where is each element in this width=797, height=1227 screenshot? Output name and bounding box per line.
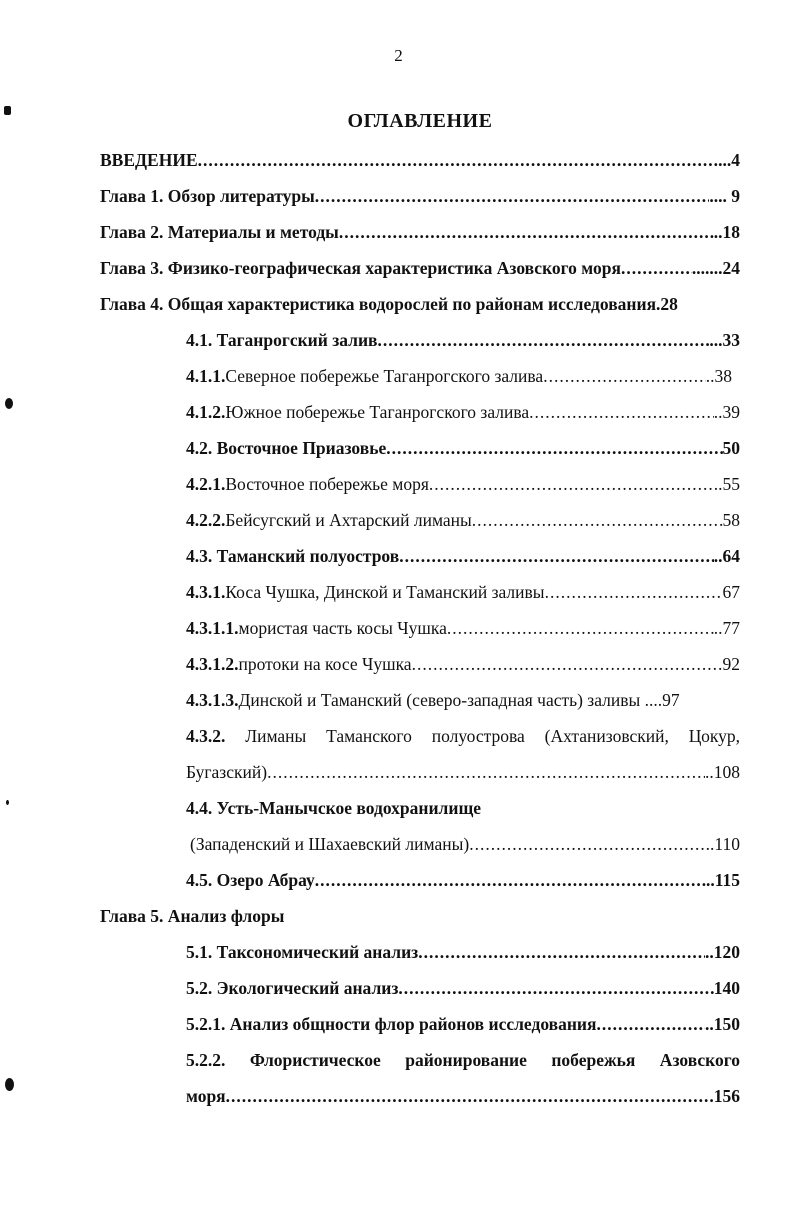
binding-hole-mark — [4, 106, 11, 115]
dot-leader — [429, 472, 714, 496]
dot-leader — [447, 616, 714, 640]
dot-leader — [315, 868, 706, 892]
toc-heading: ОГЛАВЛЕНИЕ — [347, 110, 493, 132]
toc-title-cont: Бугазский) — [186, 762, 268, 782]
toc-page: ..115 — [705, 870, 740, 890]
toc-entry-4-3-1 — [186, 580, 740, 604]
dot-leader — [621, 256, 692, 280]
toc-page: ..110 — [705, 834, 740, 854]
toc-label: 4.2. Восточное Приазовье — [186, 438, 387, 458]
toc-label: Глава 4. Общая характеристика водорослей по районам исследования — [100, 294, 657, 314]
toc-entry-4-4 — [186, 796, 740, 820]
toc-label: 4.4. Усть-Манычское водохранилище — [186, 798, 482, 818]
toc-title: Восточное побережье моря — [225, 474, 429, 494]
dot-leader — [398, 976, 713, 1000]
toc-number: 4.3.1.1. — [186, 618, 239, 638]
toc-title-cont: (Западенский и Шахаевский лиманы) — [190, 834, 470, 854]
toc-entry-4-1-2 — [186, 400, 740, 424]
toc-entry-4-1-1 — [186, 364, 732, 388]
toc-entry-chapter-3 — [100, 256, 740, 280]
dot-leader — [412, 652, 723, 676]
toc-page: ...33 — [709, 330, 740, 350]
toc-title: Коса Чушка, Динской и Таманский заливы — [225, 582, 545, 602]
toc-entry-4-3-1-2 — [186, 652, 740, 676]
dot-leader — [267, 760, 705, 784]
dot-leader — [378, 328, 710, 352]
toc-page: ..120 — [705, 942, 740, 962]
toc-entry-intro — [100, 148, 740, 172]
toc-label: 5.1. Таксономический анализ — [186, 942, 419, 962]
toc-title: протоки на косе Чушка — [238, 654, 412, 674]
toc-label: Глава 2. Материалы и методы — [100, 222, 339, 242]
toc-page: ..55 — [713, 474, 740, 494]
toc-label: ВВЕДЕНИЕ — [100, 150, 198, 170]
dot-leader — [529, 400, 714, 424]
dot-leader — [339, 220, 714, 244]
toc-number: 4.3.1.2. — [186, 654, 239, 674]
toc-label: 5.2. Экологический анализ — [186, 978, 399, 998]
toc-entry-chapter-5 — [100, 904, 740, 928]
toc-number: 4.1.1. — [186, 366, 226, 386]
toc-title: мористая часть косы Чушка — [238, 618, 447, 638]
toc-page: 92 — [722, 654, 740, 674]
toc-entry-chapter-2 — [100, 220, 740, 244]
binding-hole-mark — [5, 1078, 14, 1091]
page-number: 2 — [394, 46, 403, 65]
dot-leader — [543, 364, 706, 388]
toc-title-cont: моря — [186, 1086, 226, 1106]
toc-label: Глава 1. Обзор литературы — [100, 186, 315, 206]
toc-entry-chapter-1 — [100, 184, 740, 208]
toc-entry-4-3-1-1 — [186, 616, 740, 640]
toc-page: ...4 — [718, 150, 740, 170]
dot-leader — [418, 940, 705, 964]
toc-page: ..39 — [713, 402, 740, 422]
binding-hole-mark — [5, 398, 13, 409]
toc-page: ..108 — [705, 762, 740, 782]
toc-label: 4.1. Таганрогский залив — [186, 330, 378, 350]
toc-title: Бейсугский и Ахтарский лиманы — [225, 510, 472, 530]
toc-entry-4-3 — [186, 544, 740, 568]
toc-page: 67 — [722, 582, 740, 602]
toc-entry-4-2 — [186, 436, 740, 460]
toc-entry-chapter-4 — [100, 292, 740, 316]
dot-leader — [399, 544, 714, 568]
dot-leader — [545, 580, 723, 604]
dot-leader — [386, 436, 722, 460]
toc-label: 5.2.2. Флористическое районирование побережья Азовского — [186, 1050, 740, 1070]
dot-leader — [198, 148, 718, 172]
toc-number: 4.1.2. — [186, 402, 226, 422]
toc-entry-4-3-2 — [186, 724, 740, 748]
toc-number: 4.3.2. — [186, 726, 226, 746]
toc-label: 4.5. Озеро Абрау — [186, 870, 315, 890]
toc-number: 4.2.2. — [186, 510, 226, 530]
toc-page: ..38 — [705, 366, 732, 386]
toc-entry-4-4-cont — [190, 832, 740, 856]
toc-entry-5-2-1 — [186, 1012, 740, 1036]
toc-page: .......24 — [691, 258, 740, 278]
toc-page: 58 — [722, 510, 740, 530]
toc-entry-5-2-2 — [186, 1048, 740, 1072]
toc-page: .... 9 — [709, 186, 740, 206]
toc-page: ..77 — [713, 618, 740, 638]
toc-page: ..64 — [713, 546, 740, 566]
toc-entry-4-3-1-3 — [186, 688, 740, 712]
toc-entry-5-2 — [186, 976, 740, 1000]
toc-label: 4.3. Таманский полуостров — [186, 546, 400, 566]
toc-page: ..18 — [713, 222, 740, 242]
dot-leader — [472, 508, 723, 532]
scan-speck — [6, 800, 9, 805]
toc-entry-4-2-1 — [186, 472, 740, 496]
toc-entry-4-2-2 — [186, 508, 740, 532]
toc-label: Глава 3. Физико-географическая характеристика Азовского моря — [100, 258, 621, 278]
toc-label: 5.2.1. Анализ общности флор районов исследования — [186, 1014, 597, 1034]
toc-page: .28 — [656, 294, 678, 314]
toc-entry-5-1 — [186, 940, 740, 964]
toc-page: 156 — [713, 1086, 740, 1106]
toc-number: 4.3.1.3. — [186, 690, 239, 710]
toc-label: Глава 5. Анализ флоры — [100, 906, 285, 926]
toc-title: Северное побережье Таганрогского залива — [225, 366, 544, 386]
toc-page: ..150 — [705, 1014, 740, 1034]
toc-title: Лиманы Таманского полуострова (Ахтанизовский, Цокур, — [225, 726, 740, 746]
toc-entry-4-5 — [186, 868, 740, 892]
toc-title: Динской и Таманский (северо-западная часть) заливы ....97 — [238, 690, 680, 710]
toc-entry-4-3-2-cont — [186, 760, 740, 784]
toc-entry-5-2-2-cont — [186, 1084, 740, 1108]
dot-leader — [469, 832, 705, 856]
toc-title: Южное побережье Таганрогского залива — [225, 402, 530, 422]
dot-leader — [315, 184, 710, 208]
toc-entry-4-1 — [186, 328, 740, 352]
dot-leader — [226, 1084, 714, 1108]
toc-number: 4.3.1. — [186, 582, 226, 602]
toc-page: 140 — [713, 978, 740, 998]
toc-number: 4.2.1. — [186, 474, 226, 494]
dot-leader — [596, 1012, 705, 1036]
toc-page: 50 — [722, 438, 740, 458]
